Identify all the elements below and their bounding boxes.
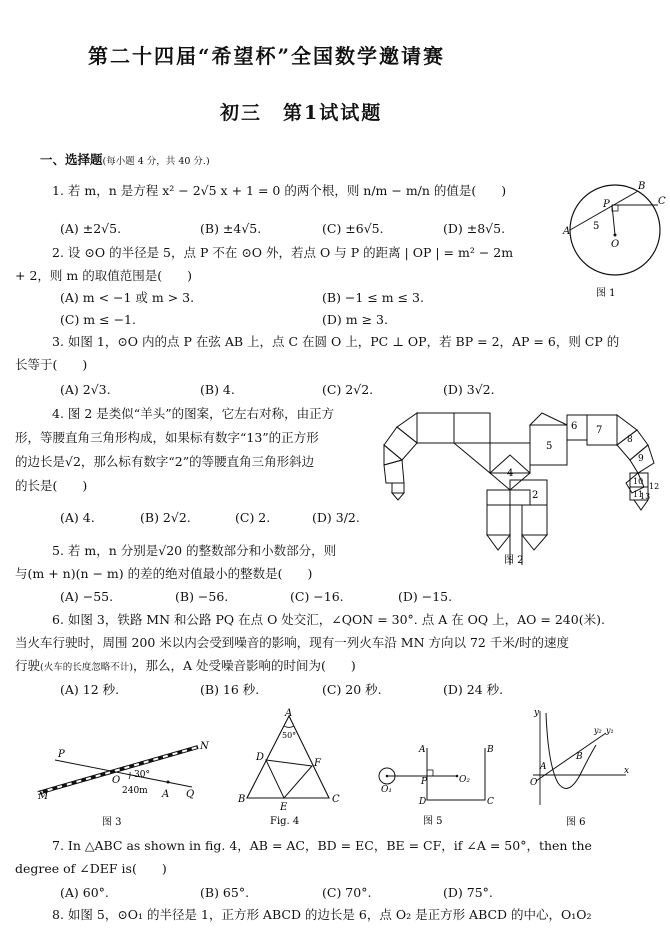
page-title: 第二十四届“希望杯”全国数学邀请赛 xyxy=(88,44,446,68)
fig3-label-o: O xyxy=(112,775,121,786)
q4-stem-line2: 形，等腰直角三角形构成，如果标有数字“13”的正方形 xyxy=(15,430,319,445)
fig2-label-11: 11 xyxy=(633,490,644,499)
fig5-center-o2 xyxy=(456,775,459,778)
fig5-label-o1: O₁ xyxy=(381,785,392,795)
fig4-label-d: D xyxy=(256,752,265,763)
fig2-triangle xyxy=(487,535,510,550)
section-heading-row xyxy=(40,152,210,170)
fig1-label-o: O xyxy=(611,239,620,250)
fig3-label-p: P xyxy=(58,749,65,760)
fig2-square xyxy=(384,460,404,483)
fig6-label-y1: y₁ xyxy=(606,726,614,735)
fig1-label-5: 5 xyxy=(593,221,600,232)
q7-stem-line2: degree of ∠DEF is( ) xyxy=(15,861,167,876)
fig3-label-q: Q xyxy=(186,789,195,800)
fig5-label-d: D xyxy=(419,797,427,807)
q4-stem-line3: 的边长是√2，那么标有数字“2”的等腰直角三角形斜边 xyxy=(15,454,315,469)
q5-stem-line1: 5. 若 m，n 分别是√20 的整数部分和小数部分，则 xyxy=(52,543,337,558)
section-note: (每小题 4 分，共 40 分.) xyxy=(102,156,210,167)
fig2-label-12: 12 xyxy=(649,482,660,491)
q3-option-c: (C) 2√2. xyxy=(322,382,374,397)
fig5-label-b: B xyxy=(487,745,494,755)
q6-stem-line2: 当火车行驶时，周围 200 米以内会受到噪音的影响，现有一列火车沿 MN 方向以 72 千米/时的速度 xyxy=(15,635,570,650)
fig2-square-2 xyxy=(510,480,547,505)
q7-stem-line1: 7. In △ABC as shown in fig. 4，AB = AC，BD = EC，BE = CF，if ∠A = 50°，then the xyxy=(52,838,592,853)
page-subtitle: 初三 第1试试题 xyxy=(220,102,383,124)
q6-option-c: (C) 20 秒. xyxy=(322,682,382,697)
q4-stem-line1: 4. 图 2 是类似“羊头”的图案，它左右对称，由正方 xyxy=(52,406,335,421)
fig2-square xyxy=(487,505,510,535)
figure-1 xyxy=(560,180,665,300)
fig2-triangle xyxy=(522,535,547,550)
fig3-label-240m: 240m xyxy=(122,786,148,796)
fig4-caption: Fig. 4 xyxy=(270,816,300,827)
fig5-label-o2: O₂ xyxy=(459,775,470,785)
fig1-line-op xyxy=(612,205,615,235)
figure-6 xyxy=(528,705,633,830)
fig1-caption: 图 1 xyxy=(596,288,616,299)
q7-option-a: (A) 60°. xyxy=(60,885,109,900)
q2-option-c: (C) m ≤ −1. xyxy=(60,312,136,327)
q6-option-a: (A) 12 秒. xyxy=(60,682,120,697)
fig2-square xyxy=(487,490,510,505)
fig2-label-2: 2 xyxy=(532,490,539,501)
fig3-label-30: 30° xyxy=(134,770,150,780)
q4-option-c: (C) 2. xyxy=(235,510,271,525)
fig2-square xyxy=(384,427,417,460)
fig3-label-a: A xyxy=(162,789,170,800)
fig2-label-5: 5 xyxy=(546,441,553,452)
q6-stem-line1: 6. 如图 3，铁路 MN 和公路 PQ 在点 O 处交汇，∠QON = 30°. 点 A 在 OQ 上，AO = 240(米). xyxy=(52,612,605,627)
fig3-label-m: M xyxy=(38,791,49,802)
q2-option-b: (B) −1 ≤ m ≤ 3. xyxy=(322,290,424,305)
fig2-label-4: 4 xyxy=(507,468,514,479)
fig1-label-p: P xyxy=(603,199,610,210)
fig5-label-p: P xyxy=(421,777,428,787)
fig2-label-13: 13 xyxy=(640,492,651,501)
fig4-angle-arc xyxy=(284,726,294,727)
q6-option-b: (B) 16 秒. xyxy=(200,682,260,697)
q5-option-d: (D) −15. xyxy=(398,589,453,604)
fig6-label-x: x xyxy=(624,766,630,776)
q2-stem-line2: + 2，则 m 的取值范围是( ) xyxy=(15,268,192,283)
q2-option-d: (D) m ≥ 3. xyxy=(322,312,388,327)
fig2-triangle xyxy=(530,413,567,425)
q5-option-a: (A) −55. xyxy=(60,589,114,604)
q1-stem: 1. 若 m，n 是方程 x² − 2√5 x + 1 = 0 的两个根，则 n/m − m/n 的值是( ) xyxy=(52,183,507,198)
section-heading: 一、选择题 xyxy=(40,152,103,167)
fig6-label-a: A xyxy=(540,762,547,772)
fig4-label-f: F xyxy=(314,758,321,769)
fig4-label-e: E xyxy=(280,802,288,813)
fig2-triangle xyxy=(454,443,490,473)
fig2-label-8: 8 xyxy=(627,435,633,445)
q8-stem-line1: 8. 如图 5，⊙O₁ 的半径是 1，正方形 ABCD 的边长是 6，点 O₂ 是正方形 ABCD 的中心，O₁O₂ xyxy=(52,907,592,922)
q4-option-d: (D) 3/2. xyxy=(312,510,360,525)
figure-4 xyxy=(232,710,347,830)
fig6-line-y2 xyxy=(536,733,606,781)
fig6-label-o: O xyxy=(530,778,538,788)
fig6-label-y: y xyxy=(534,708,540,718)
fig1-chord-ab xyxy=(570,191,638,230)
fig2-square xyxy=(510,490,530,505)
q3-stem-line1: 3. 如图 1，⊙O 内的点 P 在弦 AB 上，点 C 在圆 O 上，PC ⊥ OP，若 BP = 2，AP = 6，则 CP 的 xyxy=(52,334,620,349)
fig1-label-b: B xyxy=(638,181,646,192)
fig1-center-dot xyxy=(614,234,617,237)
fig4-triangle-def xyxy=(266,760,312,798)
figure-5 xyxy=(375,740,505,830)
q3-option-a: (A) 2√3. xyxy=(60,382,111,397)
q6-stem-line3 xyxy=(15,658,356,676)
figure-2 xyxy=(382,405,662,570)
fig2-triangle xyxy=(392,493,404,500)
fig2-square xyxy=(454,413,490,443)
fig2-triangle xyxy=(397,413,417,443)
figure-3 xyxy=(30,735,210,830)
q2-option-a: (A) m < −1 或 m > 3. xyxy=(60,290,195,305)
fig2-square xyxy=(417,413,454,443)
fig2-label-7: 7 xyxy=(596,425,603,436)
fig3-caption: 图 3 xyxy=(102,817,122,828)
fig4-label-50: 50° xyxy=(282,731,297,740)
fig3-angle-arc xyxy=(129,772,130,779)
q1-option-b: (B) ±4√5. xyxy=(200,221,262,236)
q5-option-b: (B) −56. xyxy=(175,589,229,604)
fig5-caption: 图 5 xyxy=(423,816,443,827)
q3-option-d: (D) 3√2. xyxy=(443,382,495,397)
q6-option-d: (D) 24 秒. xyxy=(443,682,504,697)
q2-stem-line1: 2. 设 ⊙O 的半径是 5，点 P 不在 ⊙O 外，若点 O 与 P 的距离 | OP | = m² − 2m xyxy=(52,245,514,260)
fig5-label-c: C xyxy=(487,797,494,807)
q1-option-c: (C) ±6√5. xyxy=(322,221,384,236)
q4-option-a: (A) 4. xyxy=(60,510,95,525)
q6-stem3a: 行驶 xyxy=(15,658,41,673)
fig2-label-10: 10 xyxy=(633,477,644,486)
fig4-label-a: A xyxy=(285,708,293,719)
q1-option-d: (D) ±8√5. xyxy=(443,221,506,236)
fig3-label-n: N xyxy=(200,741,209,752)
fig1-label-a: A xyxy=(563,226,571,237)
q3-stem-line2: 长等于( ) xyxy=(15,357,88,372)
fig5-square-abcd xyxy=(427,748,485,800)
q7-option-d: (D) 75°. xyxy=(443,885,493,900)
fig6-label-b: B xyxy=(576,752,583,762)
fig2-caption: 图 2 xyxy=(504,555,524,566)
q3-option-b: (B) 4. xyxy=(200,382,235,397)
fig4-label-c: C xyxy=(332,794,340,805)
fig5-label-a: A xyxy=(419,745,426,755)
fig1-label-c: C xyxy=(658,196,666,207)
fig6-caption: 图 6 xyxy=(566,817,586,828)
fig5-right-angle-mark xyxy=(427,770,433,776)
q5-stem-line2: 与(m + n)(n − m) 的差的绝对值最小的整数是( ) xyxy=(15,566,313,581)
fig2-label-9: 9 xyxy=(638,454,644,464)
fig2-triangle-12 xyxy=(634,500,648,510)
fig6-curve-y1 xyxy=(546,713,596,788)
fig2-label-6: 6 xyxy=(571,421,578,432)
q7-option-b: (B) 65°. xyxy=(200,885,250,900)
q4-option-b: (B) 2√2. xyxy=(140,510,191,525)
fig6-label-y2: y₂ xyxy=(594,726,602,735)
q1-option-a: (A) ±2√5. xyxy=(60,221,122,236)
q6-stem3b: ，那么，A 处受噪音影响的时间为( ) xyxy=(132,658,356,673)
q6-stem3-note: (火车的长度忽略不计) xyxy=(40,662,133,673)
fig2-small-square xyxy=(392,483,404,493)
q5-option-c: (C) −16. xyxy=(290,589,344,604)
fig3-point-a xyxy=(167,781,170,784)
fig2-square xyxy=(522,505,547,535)
q7-option-c: (C) 70°. xyxy=(322,885,372,900)
fig4-label-b: B xyxy=(238,794,246,805)
q4-stem-line4: 的长是( ) xyxy=(15,478,88,493)
